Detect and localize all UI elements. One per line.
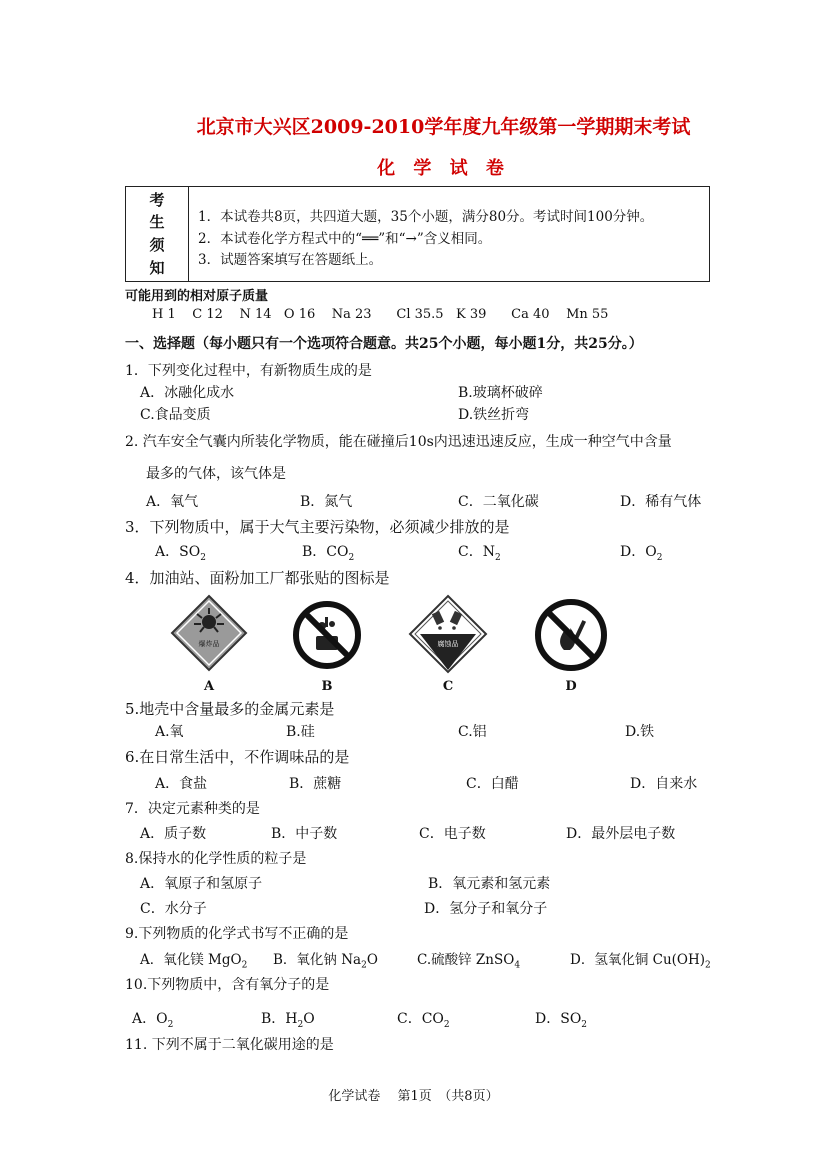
atomic-mass: Ca 40: [511, 307, 550, 322]
atomic-mass-heading: 可能用到的相对原子质量: [125, 289, 269, 304]
exam-subtitle: 化 学 试 卷: [377, 158, 510, 179]
question-stem: 2. 汽车安全气囊内所装化学物质，能在碰撞后10s内迅速迅速反应，生成一种空气中含量: [125, 434, 672, 450]
option-d: D．$O_2$: [620, 544, 663, 563]
option-d: D．$SO_2$: [535, 1011, 588, 1030]
question-stem: 10.下列物质中，含有氧分子的是: [125, 977, 330, 993]
atomic-mass: Mn 55: [566, 307, 609, 322]
notice-line: 3．试题答案填写在答题纸上。: [198, 252, 383, 268]
option-a: A．氧原子和氢原子: [140, 876, 263, 892]
atomic-mass: N 14: [239, 307, 272, 322]
option-a: A．食盐: [155, 776, 208, 792]
sign-c-text: 腐蚀品: [437, 640, 459, 648]
option-d: D．自来水: [630, 776, 698, 792]
notice-label-char: 知: [149, 259, 165, 277]
question-stem: 9.下列物质的化学式书写不正确的是: [125, 926, 349, 942]
option-c: C．水分子: [140, 901, 207, 917]
option-d: D．最外层电子数: [566, 826, 676, 842]
section-heading: 一、选择题（每小题只有一个选项符合题意。共25个小题，每小题1分，共25分。）: [125, 336, 643, 352]
atomic-mass: Cl 35.5: [396, 307, 444, 322]
question-stem: 4．加油站、面粉加工厂都张贴的图标是: [125, 569, 390, 587]
notice-label-char: 生: [149, 213, 165, 231]
question-stem: 8.保持水的化学性质的粒子是: [125, 851, 307, 867]
no-fireworks-sign-icon: [292, 600, 362, 670]
question-stem: 7．决定元素种类的是: [125, 801, 260, 817]
atomic-mass: O 16: [283, 307, 316, 322]
atomic-mass: K 39: [455, 307, 487, 322]
sign-label-b: B: [321, 679, 333, 694]
option-c: C．白醋: [466, 776, 519, 792]
option-a: A．$SO_2$: [155, 544, 206, 563]
option-b: B．中子数: [271, 826, 338, 842]
notice-label-char: 考: [149, 191, 165, 209]
atomic-mass-list: [152, 307, 608, 322]
sign-label-c: C: [442, 679, 454, 694]
option-d: D．稀有气体: [620, 494, 702, 510]
atomic-mass: C 12: [192, 307, 223, 322]
option-a: A．冰融化成水: [140, 385, 235, 401]
atomic-mass: Na 23: [331, 307, 372, 322]
option-d: D.铁丝折弯: [458, 407, 530, 423]
question-stem: 11. 下列不属于二氧化碳用途的是: [125, 1037, 334, 1053]
corrosive-sign-icon: [408, 594, 488, 674]
sign-label-d: D: [565, 679, 577, 694]
option-b: B．氧元素和氢元素: [428, 876, 551, 892]
notice-line: 1．本试卷共8页，共四道大题，35个小题，满分80分。考试时间100分钟。: [198, 209, 654, 225]
option-b: B．氧化钠 $Na_2O$: [273, 952, 378, 971]
option-c: C．电子数: [419, 826, 486, 842]
explosive-sign-icon: [170, 594, 248, 672]
question-stem: 6.在日常生活中，不作调味品的是: [125, 748, 350, 766]
option-a: A．氧气: [146, 494, 199, 510]
page-footer: 化学试卷 第1页 （共8页）: [328, 1089, 499, 1104]
option-c: C．二氧化碳: [458, 494, 539, 510]
no-fire-sign-icon: [534, 598, 608, 672]
option-c: C．$N_2$: [458, 544, 501, 563]
atomic-mass: H 1: [152, 307, 176, 322]
option-b: B.玻璃杯破碎: [458, 385, 543, 401]
option-b: B．氮气: [300, 494, 353, 510]
option-a: A.氧: [155, 724, 184, 740]
notice-label: [126, 187, 189, 281]
notice-box: [125, 186, 710, 282]
option-d: D.铁: [625, 724, 655, 740]
option-c: C.食品变质: [140, 407, 211, 423]
question-stem: 1．下列变化过程中，有新物质生成的是: [125, 363, 372, 379]
notice-label-char: 须: [149, 236, 165, 254]
sign-label-a: A: [203, 679, 215, 694]
question-stem: 5.地壳中含量最多的金属元素是: [125, 700, 335, 718]
option-c: C.硫酸锌 ZnSO$_4$: [417, 952, 521, 971]
option-c: C．$CO_2$: [397, 1011, 450, 1030]
option-b: B.硅: [286, 724, 315, 740]
option-b: B．$CO_2$: [302, 544, 355, 563]
notice-line: 2．本试卷化学方程式中的“══”和“→”含义相同。: [198, 231, 492, 247]
option-d: D．氢分子和氧分子: [424, 901, 548, 917]
option-b: B．蔗糖: [289, 776, 342, 792]
question-stem-cont: 最多的气体，该气体是: [146, 466, 286, 482]
exam-title: 北京市大兴区2009-2010学年度九年级第一学期期末考试: [196, 116, 691, 138]
option-d: D．氢氧化铜 $Cu(OH)_2$: [570, 952, 711, 971]
option-a: A．$O_2$: [132, 1011, 174, 1030]
option-a: A．氧化镁 MgO$_2$: [140, 952, 248, 971]
option-c: C.铝: [458, 724, 487, 740]
sign-a-text: 爆炸品: [198, 640, 220, 648]
question-stem: 3．下列物质中，属于大气主要污染物，必须减少排放的是: [125, 518, 510, 536]
option-b: B．$H_2O$: [261, 1011, 315, 1030]
option-a: A．质子数: [140, 826, 207, 842]
